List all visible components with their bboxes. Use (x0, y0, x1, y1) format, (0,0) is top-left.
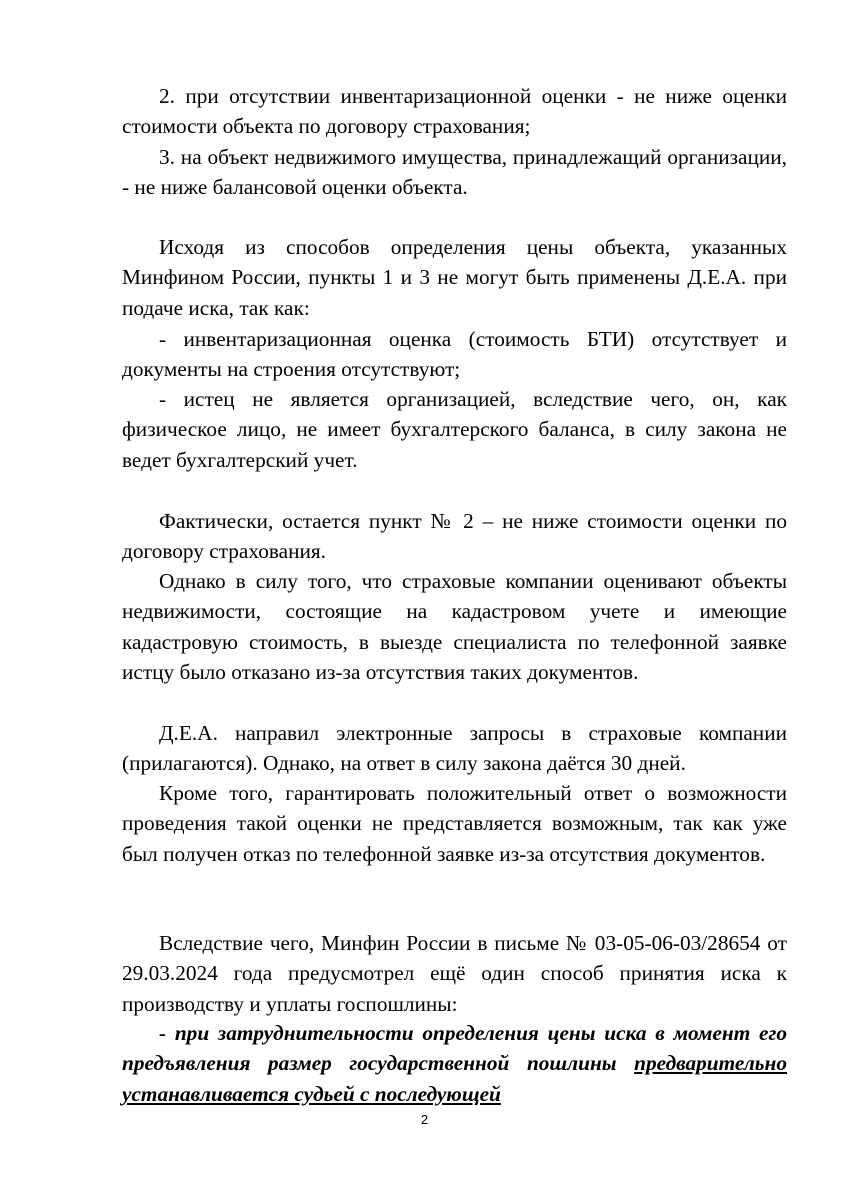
paragraph-intro: Исходя из способов определения цены объекта, указанных Минфином России, пункты 1 и 3 не могут быть применены Д.Е.А. при подаче иска, так как: (122, 235, 787, 320)
bold-rule-underlined-text: предварительно устанавливается судьей с последующей (122, 1051, 787, 1106)
paragraph-item-2-remains: Фактически, остается пункт № 2 – не ниже стоимости оценки по договору страхования. (122, 509, 787, 564)
paragraph-guarantee: Кроме того, гарантировать положительный ответ о возможности проведения такой оценки не представляется возможным, так как уже был получен отказ по телефонной заявке из-за отсутствия документов. (122, 781, 787, 866)
paragraph-minfin-letter: Вследствие чего, Минфин России в письме № 03-05-06-03/28654 от 29.03.2024 года предусмотрел ещё один способ принятия иска к производству и уплаты госпошлины: (122, 931, 787, 1016)
page-number: 2 (420, 1112, 429, 1127)
paragraph-requests: Д.Е.А. направил электронные запросы в страховые компании (прилагаются). Однако, на ответ в силу закона даётся 30 дней. (122, 721, 787, 776)
paragraph-item-2: 2. при отсутствии инвентаризационной оценки - не ниже оценки стоимости объекта по договору страхования; (122, 84, 787, 139)
paragraph-insurance: Однако в силу того, что страховые компании оценивают объекты недвижимости, состоящие на кадастровом учете и имеющие кадастровую стоимость, в выезде специалиста по телефонной заявке истцу было отказано из-за отсутствия таких документов. (122, 569, 787, 685)
paragraph-bold-rule (122, 1018, 787, 1109)
bold-rule-text: - при затруднительности определения цены иска в момент его предъявления размер государственной пошлины (122, 1021, 787, 1076)
paragraph-item-3: 3. на объект недвижимого имущества, принадлежащий организации, - не ниже балансовой оценки объекта. (122, 145, 787, 200)
paragraph-bullet-bti: - инвентаризационная оценка (стоимость БТИ) отсутствует и документы на строения отсутствуют; (122, 327, 787, 382)
paragraph-bullet-plaintiff: - истец не является организацией, вследствие чего, он, как физическое лицо, не имеет бухгалтерского баланса, в силу закона не ведет бухгалтерский учет. (122, 387, 787, 472)
